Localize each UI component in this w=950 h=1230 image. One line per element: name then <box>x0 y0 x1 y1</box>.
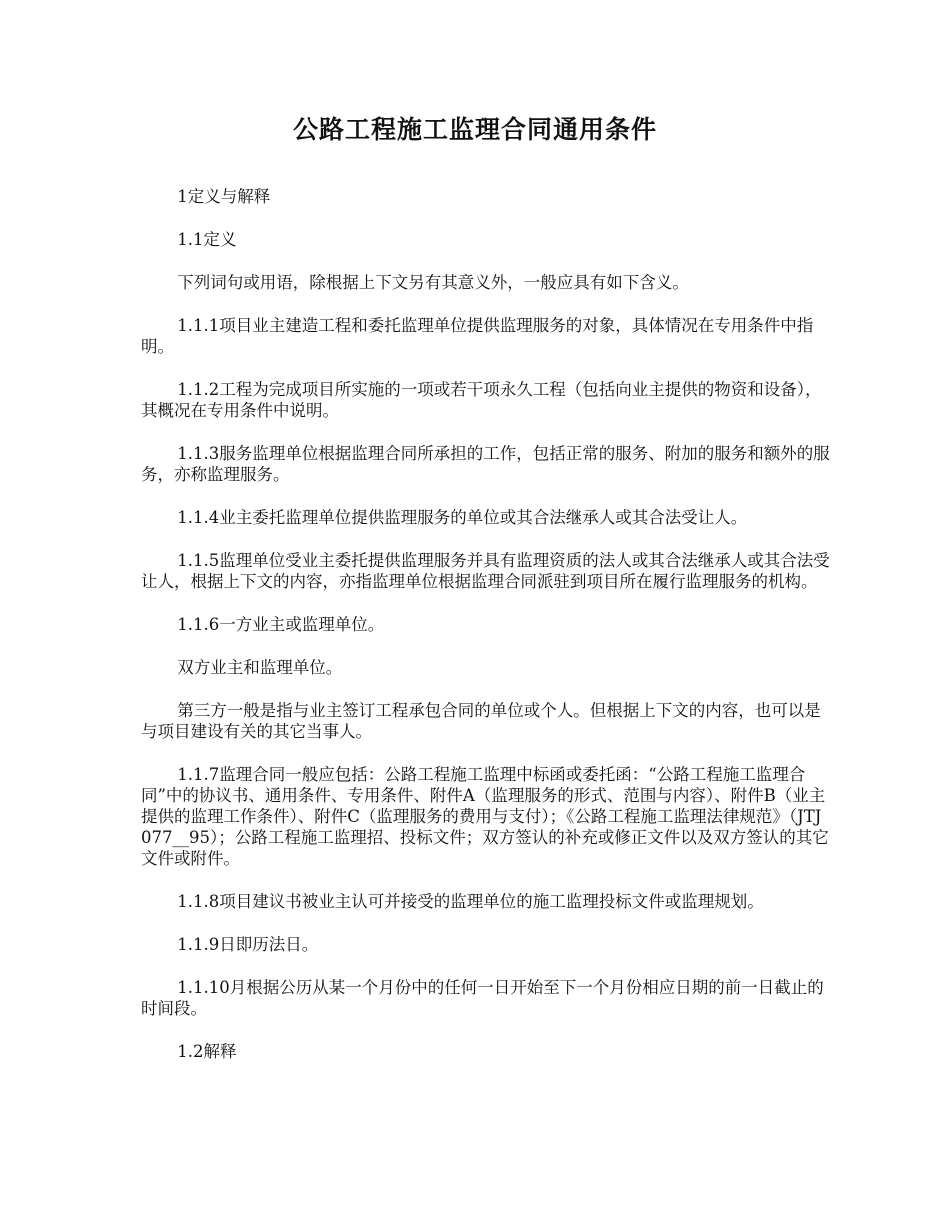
paragraph-1-1-1: 1.1.1项目业主建造工程和委托监理单位提供监理服务的对象，具体情况在专用条件中指明。 <box>141 316 814 356</box>
paragraph-1-1-6: 1.1.6一方业主或监理单位。 <box>177 615 385 634</box>
document-title: 公路工程施工监理合同通用条件 <box>292 115 657 144</box>
paragraph-third-party: 第三方一般是指与业主签订工程承包合同的单位或个人。但根据上下文的内容，也可以是与项目建设有关的其它当事人。 <box>141 701 821 741</box>
paragraph-1-1-8: 1.1.8项目建议书被业主认可并接受的监理单位的施工监理投标文件或监理规划。 <box>177 892 764 911</box>
paragraph-both-parties: 双方业主和监理单位。 <box>177 658 343 677</box>
paragraph-1-1-3: 1.1.3服务监理单位根据监理合同所承担的工作，包括正常的服务、附加的服务和额外的服务，亦称监理服务。 <box>141 444 830 484</box>
paragraph-1-2-heading: 1.2解释 <box>177 1042 237 1061</box>
paragraph-1-1-2: 1.1.2工程为完成项目所实施的一项或若干项永久工程（包括向业主提供的物资和设备），其概况在专用条件中说明。 <box>141 380 822 420</box>
paragraph-1-1-9: 1.1.9日即历法日。 <box>177 935 319 954</box>
paragraph-1-1-7: 1.1.7监理合同一般应包括：公路工程施工监理中标函或委托函：“公路工程施工监理合同”中的协议书、通用条件、专用条件、附件A（监理服务的形式、范围与内容）、附件B（业主提供的监理工作条件）、附件C（监理服务的费用与支付）；《公路工程施工监理法律规范》（JTJ077__95）；公路工程施工监理招、投标文件；双方签认的补充或修正文件以及双方签认的其它文件或附件。 <box>141 765 829 868</box>
paragraph-section-1-heading: 1定义与解释 <box>177 187 271 206</box>
paragraph-1-1-10: 1.1.10月根据公历从某一个月份中的任何一日开始至下一个月份相应日期的前一日截止的时间段。 <box>141 978 824 1018</box>
paragraph-1-1-heading: 1.1定义 <box>177 230 237 249</box>
paragraph-definition-intro: 下列词句或用语，除根据上下文另有其意义外，一般应具有如下含义。 <box>177 273 689 292</box>
paragraph-1-1-4: 1.1.4业主委托监理单位提供监理服务的单位或其合法继承人或其合法受让人。 <box>177 508 748 527</box>
paragraph-1-1-5: 1.1.5监理单位受业主委托提供监理服务并具有监理资质的法人或其合法继承人或其合法受让人，根据上下文的内容，亦指监理单位根据监理合同派驻到项目所在履行监理服务的机构。 <box>141 551 830 591</box>
document-body <box>141 186 831 1084</box>
